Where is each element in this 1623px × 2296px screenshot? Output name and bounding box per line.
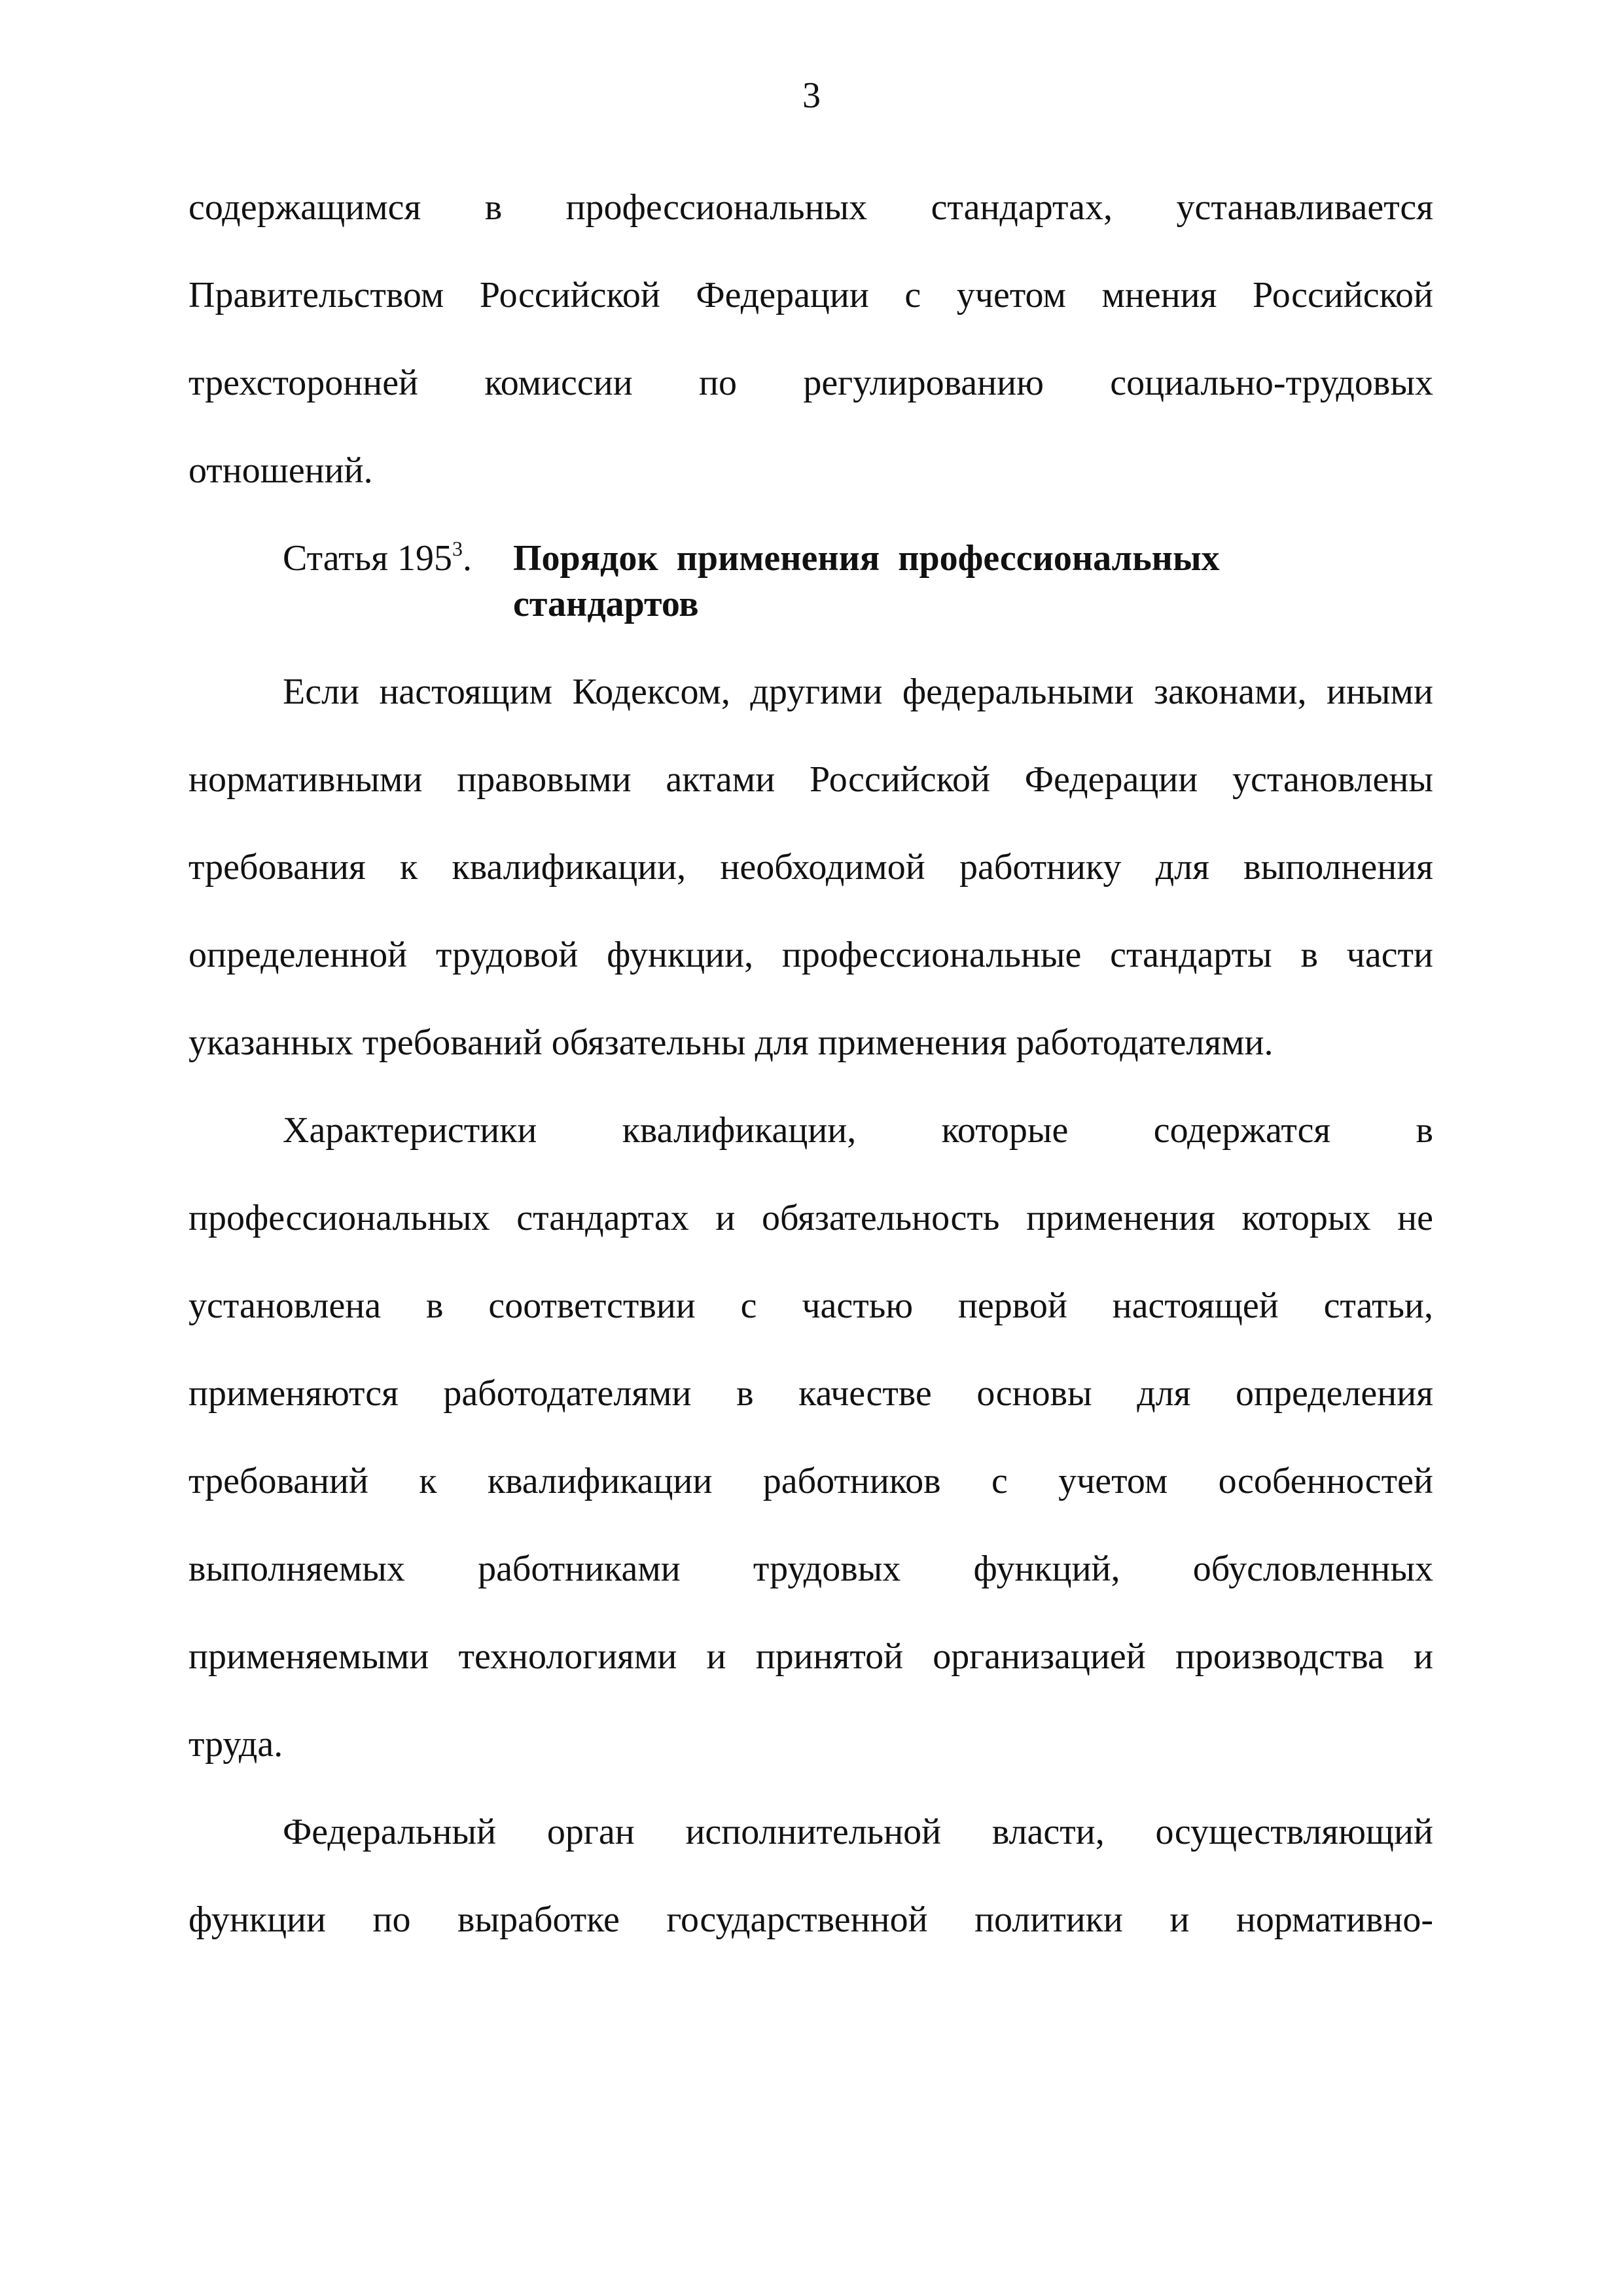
word: и	[706, 1636, 726, 1677]
word: к	[400, 847, 418, 888]
word: работнику	[959, 847, 1122, 888]
word: учетом	[1058, 1461, 1168, 1501]
word: правовыми	[457, 759, 632, 800]
word: обязательность	[761, 1198, 1000, 1238]
word: Если	[283, 672, 359, 712]
word: Федерации	[1024, 759, 1198, 800]
word: организацией	[933, 1636, 1146, 1677]
word: требований	[188, 1461, 368, 1501]
word: политики	[974, 1899, 1123, 1940]
word: части	[1346, 935, 1433, 975]
word: трудовой	[435, 935, 579, 975]
word: квалификации,	[622, 1110, 857, 1151]
word: к	[419, 1461, 437, 1501]
article-title-line: Порядок применения профессиональных	[513, 538, 1220, 579]
word: социально-трудовых	[1110, 363, 1433, 403]
word: которые	[941, 1110, 1069, 1151]
word: выполняемых	[188, 1549, 405, 1589]
paragraph-line	[188, 272, 1433, 318]
word: которых	[1241, 1198, 1371, 1238]
word: содержатся	[1153, 1110, 1331, 1151]
word: квалификации	[487, 1461, 713, 1501]
word: трехсторонней	[188, 363, 419, 403]
paragraph-last-line: отношений.	[188, 450, 373, 491]
word: определения	[1236, 1373, 1433, 1414]
paragraph-line	[188, 1283, 1433, 1329]
word: применяются	[188, 1373, 399, 1414]
word: по	[372, 1899, 411, 1940]
paragraph-line	[188, 185, 1433, 230]
word: учетом	[956, 275, 1066, 315]
paragraph-line	[188, 932, 1433, 978]
paragraph-line	[188, 1195, 1433, 1241]
paragraph-line	[188, 1634, 1433, 1679]
word: особенностей	[1218, 1461, 1433, 1501]
word: функции	[188, 1899, 326, 1940]
word: настоящей	[1112, 1285, 1279, 1326]
paragraph-line	[188, 360, 1433, 406]
word: работодателями	[443, 1373, 692, 1414]
word: с	[740, 1285, 757, 1326]
word: профессиональных	[188, 1198, 490, 1238]
word: определенной	[188, 935, 408, 975]
word: установлены	[1232, 759, 1433, 800]
article-label: Статья $195^3$.	[283, 537, 472, 579]
page-number: 3	[802, 75, 821, 116]
word: работниками	[478, 1549, 681, 1589]
word: законами,	[1153, 672, 1307, 712]
word: и	[1414, 1636, 1433, 1677]
word: необходимой	[720, 847, 925, 888]
word: стандартах,	[931, 187, 1113, 228]
word: актами	[666, 759, 776, 800]
word: статьи,	[1323, 1285, 1433, 1326]
word: осуществляющий	[1155, 1812, 1433, 1852]
word: в	[1300, 935, 1318, 975]
word: выполнения	[1243, 847, 1433, 888]
word: принятой	[755, 1636, 904, 1677]
word: первой	[957, 1285, 1067, 1326]
word: Федеральный	[283, 1812, 497, 1852]
word: комиссии	[484, 363, 633, 403]
paragraph-line	[188, 844, 1433, 890]
word: устанавливается	[1176, 187, 1433, 228]
word: другими	[750, 672, 883, 712]
word: в	[1416, 1110, 1433, 1151]
word: в	[426, 1285, 444, 1326]
article-title-line: стандартов	[513, 584, 699, 624]
word: работников	[762, 1461, 941, 1501]
word: орган	[546, 1812, 635, 1852]
word: Российской	[479, 275, 660, 315]
word: качестве	[798, 1373, 932, 1414]
word: соответствии	[488, 1285, 696, 1326]
word: стандартах	[516, 1198, 689, 1238]
word: и	[715, 1198, 736, 1238]
word: требования	[188, 847, 366, 888]
word: Кодексом,	[572, 672, 730, 712]
word: государственной	[666, 1899, 928, 1940]
word: настоящим	[379, 672, 553, 712]
word: с	[991, 1461, 1008, 1501]
word: основы	[976, 1373, 1092, 1414]
word: федеральными	[902, 672, 1134, 712]
word: в	[484, 187, 503, 228]
paragraph-first-line	[283, 1107, 1433, 1153]
word: установлена	[188, 1285, 382, 1326]
word: частью	[802, 1285, 914, 1326]
word: Российской	[809, 759, 990, 800]
word: нормативно-	[1236, 1899, 1433, 1940]
word: стандарты	[1110, 935, 1272, 975]
word: профессиональных	[565, 187, 868, 228]
word: по	[699, 363, 737, 403]
paragraph-line	[188, 1458, 1433, 1504]
word: для	[1137, 1373, 1191, 1414]
word: нормативными	[188, 759, 423, 800]
word: трудовых	[753, 1549, 901, 1589]
word: мнения	[1101, 275, 1217, 315]
word: регулированию	[803, 363, 1044, 403]
word: применения	[1026, 1198, 1215, 1238]
word: Правительством	[188, 275, 444, 315]
word: применяемыми	[188, 1636, 429, 1677]
word: иными	[1326, 672, 1433, 712]
word: Федерации	[696, 275, 869, 315]
word: производства	[1175, 1636, 1384, 1677]
paragraph-last-line: труда.	[188, 1724, 283, 1765]
word: квалификации,	[452, 847, 687, 888]
word: Характеристики	[283, 1110, 537, 1151]
word: исполнительной	[685, 1812, 942, 1852]
word: технологиями	[458, 1636, 677, 1677]
word: функции,	[607, 935, 754, 975]
paragraph-first-line	[283, 669, 1433, 715]
paragraph-last-line: указанных требований обязательны для применения работодателями.	[188, 1022, 1274, 1063]
word: в	[736, 1373, 754, 1414]
word: власти,	[991, 1812, 1105, 1852]
word: выработке	[457, 1899, 620, 1940]
paragraph-line	[188, 1897, 1433, 1943]
word: содержащимся	[188, 187, 421, 228]
article-heading	[283, 535, 1220, 624]
word: для	[1155, 847, 1209, 888]
word: и	[1169, 1899, 1190, 1940]
word: не	[1397, 1198, 1433, 1238]
article-title	[513, 535, 1220, 627]
word: Российской	[1252, 275, 1433, 315]
paragraph-line	[188, 1371, 1433, 1416]
paragraph-line	[188, 757, 1433, 802]
word: обусловленных	[1192, 1549, 1433, 1589]
word: профессиональные	[781, 935, 1082, 975]
paragraph-line	[188, 1546, 1433, 1592]
word: с	[904, 275, 921, 315]
paragraph-first-line	[283, 1809, 1433, 1855]
word: функций,	[973, 1549, 1120, 1589]
